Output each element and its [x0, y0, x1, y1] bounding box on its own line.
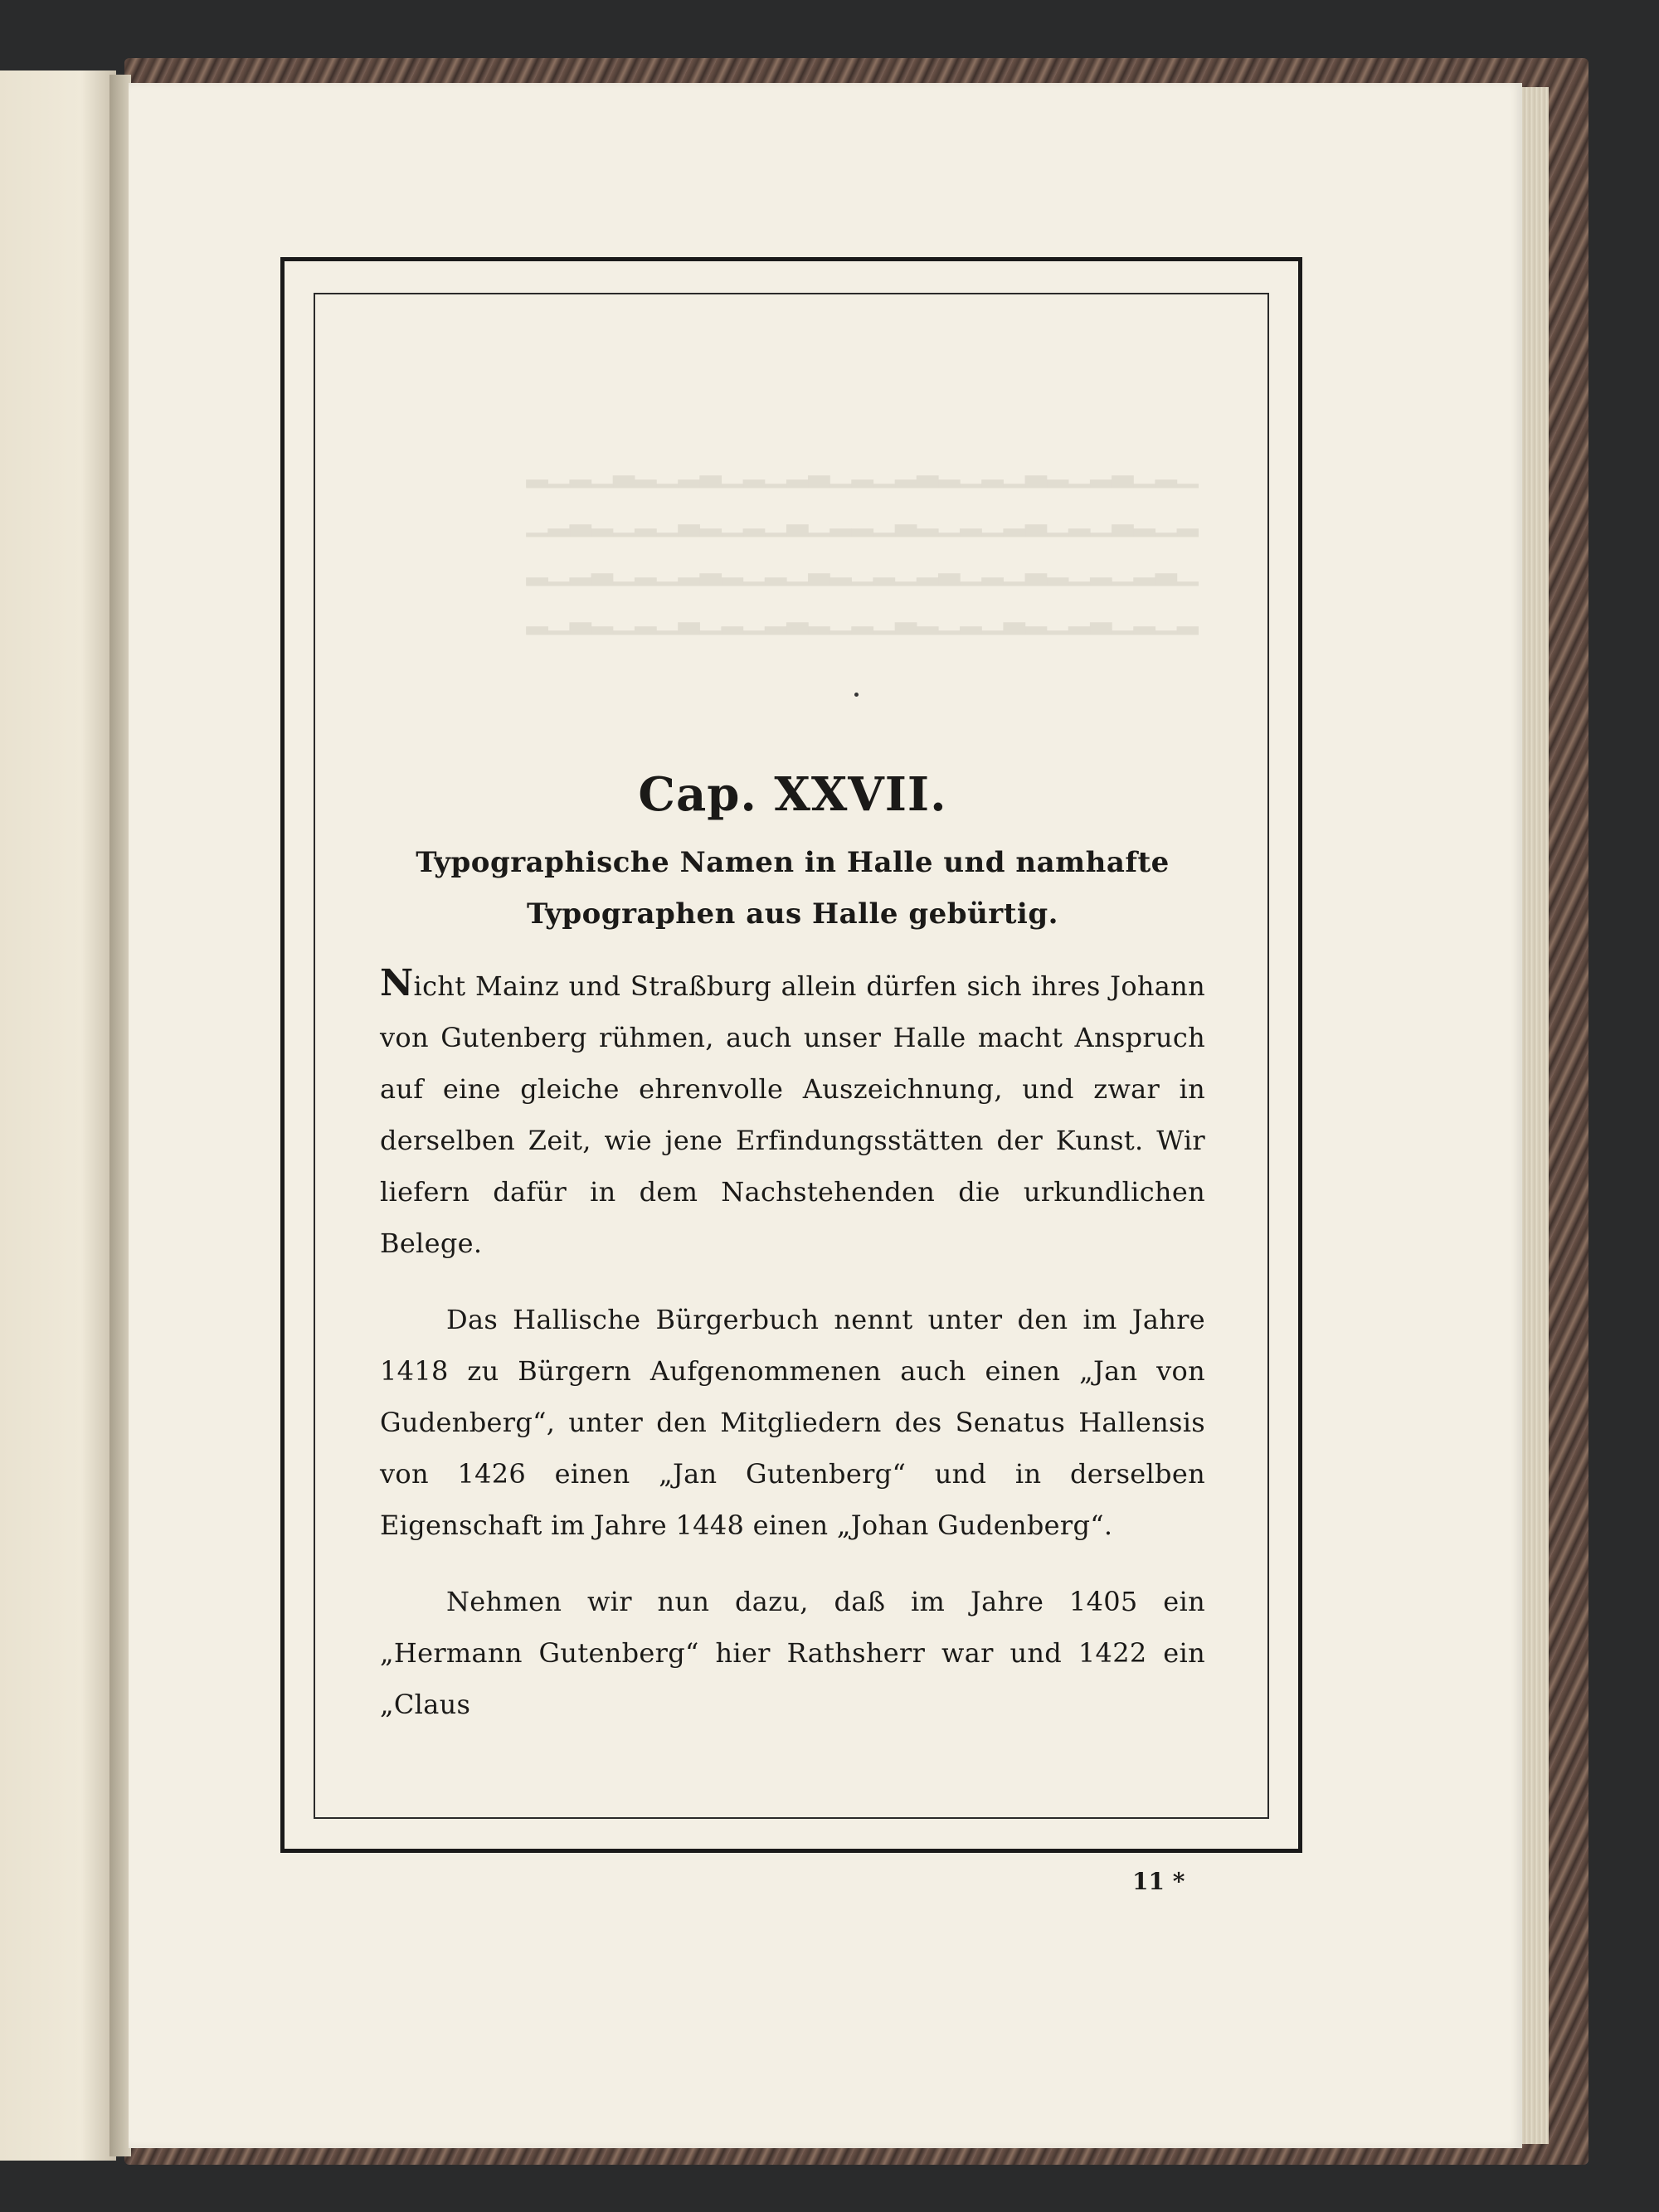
- page-content: [380, 767, 1205, 1755]
- bleed-through-texture: ▁▂▁▃▂▁▂▃▁▂▁▂▃▂▁▂▁▃▂▁▂▁▃▂▁▂▃▁▂▁▂ ▂▁▂▃▁▂▁▃▂▁▂▁▂▃▁▂▂▁▃▁▂▁▂▃▁▂▁▂▃▂▁ ▁▃▂▁▂▁▂▃▁▂▁▃▂▁▂▁▂▃▁▂▁▂▃▂▁▂▁▃▂▁▂ ▂▁▂▁▃▂▁▂▃▁▂▁▂▃▁▂▁▂▃▂▁▂▁▃▁▂▁▂▃▁▂: [526, 455, 1199, 635]
- paragraph-2: Das Hallische Bürgerbuch nennt unter den im Jahre 1418 zu Bürgern Aufgenommenen auch einen „Jan von Gudenberg“, unter den Mitgliedern des Senatus Hallensis von 1426 einen „Jan Gutenberg“ und in derselben Eigenschaft im Jahre 1448 einen „Johan Gudenberg“.: [380, 1304, 1205, 1541]
- chapter-heading: [380, 837, 1205, 940]
- paragraph-1: [380, 958, 1205, 1269]
- paragraph-1-text: icht Mainz und Straßburg allein dürfen sich ihres Johann von Gutenberg rühmen, auch unser Halle macht Anspruch auf eine gleiche ehrenvolle Auszeichnung, und zwar in derselben Zeit, wie jene Erfindungsstätten der Kunst. Wir liefern dafür in dem Nachstehenden die urkundlichen Belege.: [380, 970, 1205, 1259]
- chapter-heading-line2: Typographen aus Halle gebürtig.: [527, 897, 1058, 931]
- chapter-heading-line1: Typographische Namen in Halle und namhafte: [416, 846, 1170, 879]
- left-page: [0, 70, 116, 2161]
- page-edges: [1522, 87, 1549, 2144]
- chapter-title: Cap. XXVII.: [638, 767, 947, 822]
- drop-cap: N: [380, 962, 414, 1004]
- page-signature: 11 *: [1132, 1868, 1185, 1895]
- paragraph-3: Nehmen wir nun dazu, daß im Jahre 1405 ein „Hermann Gutenberg“ hier Rathsherr war und 1422 ein „Claus: [380, 1586, 1205, 1720]
- ink-speck: [854, 693, 859, 697]
